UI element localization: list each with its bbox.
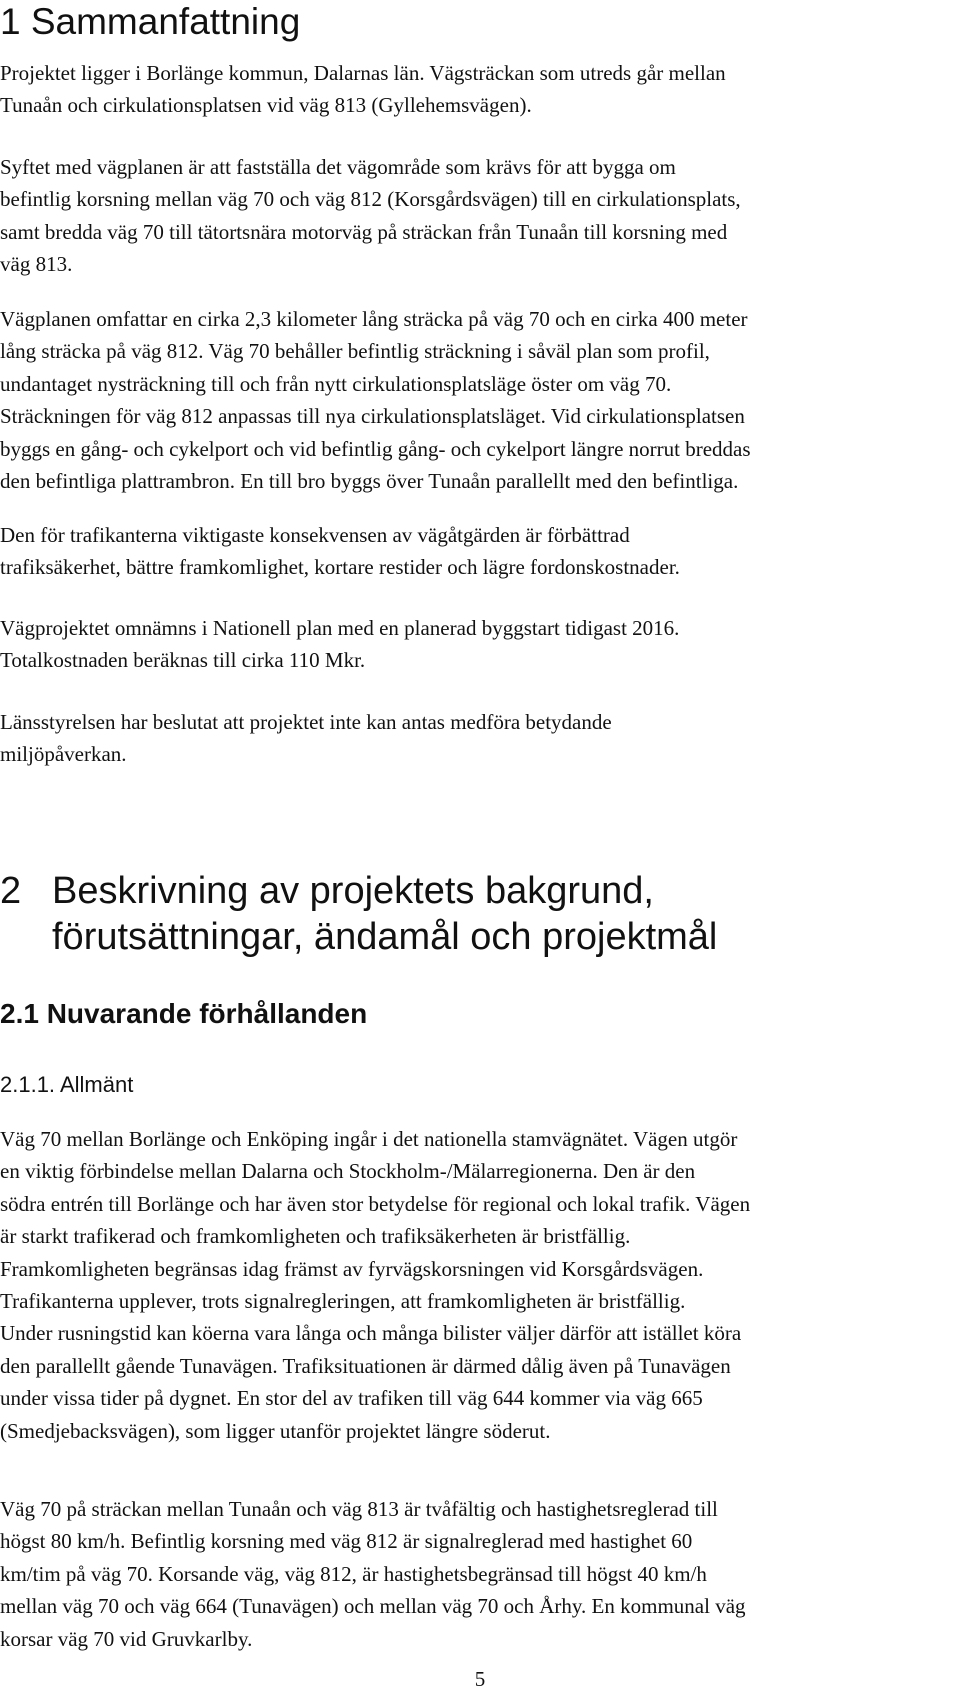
text-line: södra entrén till Borlänge och har även stor betydelse för regional och lokal trafik. Vägen — [0, 1191, 751, 1216]
paragraph-national-plan — [0, 612, 960, 677]
paragraph-project-location — [0, 57, 960, 122]
text-line: den befintliga plattrambron. En till bro byggs över Tunaån parallellt med den befintliga. — [0, 469, 739, 494]
section-2-heading — [0, 868, 717, 960]
text-line: under vissa tider på dygnet. En stor del av trafiken till väg 644 kommer via väg 665 — [0, 1386, 703, 1411]
section-2-heading-line2: förutsättningar, ändamål och projektmål — [52, 916, 718, 958]
text-line: Projektet ligger i Borlänge kommun, Dalarnas län. Vägsträckan som utreds går mellan — [0, 61, 726, 85]
text-line: mellan väg 70 och väg 664 (Tunavägen) och mellan väg 70 och Århy. En kommunal väg — [0, 1594, 746, 1619]
paragraph-purpose — [0, 151, 960, 281]
text-line: högst 80 km/h. Befintlig korsning med väg 812 är signalreglerad med hastighet 60 — [0, 1529, 693, 1554]
section-2-number: 2 — [0, 870, 22, 912]
text-line: Vägprojektet omnämns i Nationell plan med en planerad byggstart tidigast 2016. — [0, 616, 680, 640]
text-line: samt bredda väg 70 till tätortsnära motorväg på sträckan från Tunaån till korsning med — [0, 219, 728, 244]
text-line: Vägplanen omfattar en cirka 2,3 kilometer lång sträcka på väg 70 och en cirka 400 meter — [0, 307, 748, 331]
text-line: byggs en gång- och cykelport och vid befintlig gång- och cykelport längre norrut breddas — [0, 436, 751, 461]
text-line: befintlig korsning mellan väg 70 och väg 812 (Korsgårdsvägen) till en cirkulationsplats, — [0, 187, 741, 212]
text-line: den parallellt gående Tunavägen. Trafiksituationen är därmed dålig även på Tunavägen — [0, 1353, 731, 1378]
paragraph-general — [0, 1123, 960, 1447]
page-number: 5 — [474, 1667, 486, 1691]
text-line: Sträckningen för väg 812 anpassas till nya cirkulationsplatsläget. Vid cirkulationsplatsen — [0, 404, 745, 429]
subsection-heading: 2.1 Nuvarande förhållanden — [0, 998, 368, 1029]
text-line: Tunaån och cirkulationsplatsen vid väg 813 (Gyllehemsvägen). — [0, 93, 532, 118]
text-line: Syftet med vägplanen är att fastställa det vägområde som krävs för att bygga om — [0, 155, 676, 179]
text-line: Väg 70 på sträckan mellan Tunaån och väg 813 är tvåfältig och hastighetsreglerad till — [0, 1497, 718, 1521]
text-line: undantaget nysträckning till och från nytt cirkulationsplatsläge öster om väg 70. — [0, 371, 672, 396]
text-line: Den för trafikanterna viktigaste konsekvensen av vägåtgärden är förbättrad — [0, 523, 630, 547]
paragraph-road-conditions — [0, 1493, 960, 1655]
section-1-heading: 1 Sammanfattning — [0, 1, 301, 42]
text-line: miljöpåverkan. — [0, 742, 127, 767]
text-line: en viktig förbindelse mellan Dalarna och Stockholm-/Mälarregionerna. Den är den — [0, 1159, 696, 1184]
text-line: lång sträcka på väg 812. Väg 70 behåller befintlig sträckning i såväl plan som profil, — [0, 339, 710, 364]
text-line: väg 813. — [0, 252, 73, 277]
paragraph-county-decision — [0, 706, 960, 771]
text-line: trafiksäkerhet, bättre framkomlighet, kortare restider och lägre fordonskostnader. — [0, 555, 680, 580]
text-line: Väg 70 mellan Borlänge och Enköping ingår i det nationella stamvägnätet. Vägen utgör — [0, 1127, 738, 1151]
text-line: (Smedjebacksvägen), som ligger utanför projektet längre söderut. — [0, 1418, 551, 1443]
text-line: Framkomligheten begränsas idag främst av fyrvägskorsningen vid Korsgårdsvägen. — [0, 1256, 704, 1281]
subsubsection-heading: 2.1.1. Allmänt — [0, 1072, 134, 1097]
section-2-heading-line1: Beskrivning av projektets bakgrund, — [52, 870, 654, 912]
text-line: Trafikanterna upplever, trots signalregleringen, att framkomligheten är bristfällig. — [0, 1289, 686, 1314]
text-line: km/tim på väg 70. Korsande väg, väg 812, är hastighetsbegränsad till högst 40 km/h — [0, 1561, 707, 1586]
text-line: Totalkostnaden beräknas till cirka 110 Mkr. — [0, 648, 366, 673]
text-line: Under rusningstid kan köerna vara långa och många bilister väljer därför att istället köra — [0, 1321, 742, 1346]
text-line: är starkt trafikerad och framkomligheten och trafiksäkerheten är bristfällig. — [0, 1224, 631, 1249]
paragraph-scope — [0, 303, 960, 497]
text-line: korsar väg 70 vid Gruvkarlby. — [0, 1626, 253, 1651]
text-line: Länsstyrelsen har beslutat att projektet inte kan antas medföra betydande — [0, 710, 612, 734]
paragraph-consequences — [0, 519, 960, 584]
